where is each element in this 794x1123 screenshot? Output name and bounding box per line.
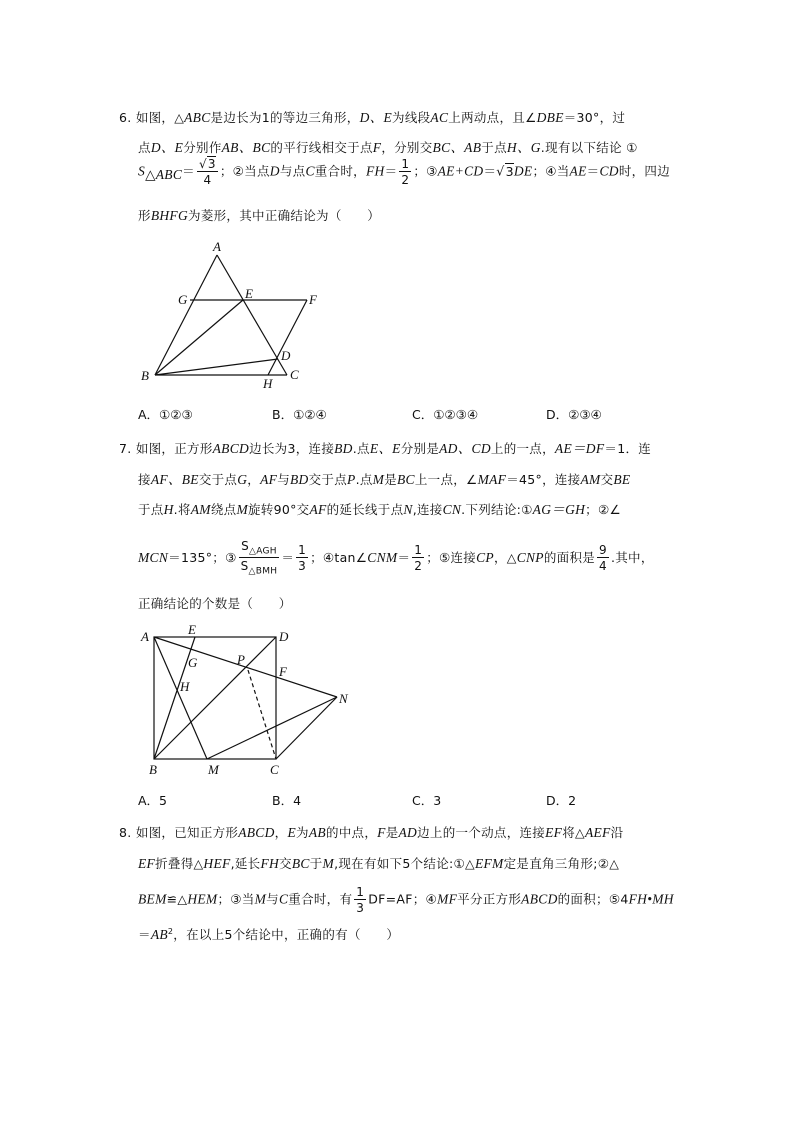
q7-line-4: [138, 540, 654, 577]
q6-text: 上两动点，且∠: [448, 110, 537, 125]
q8-text: ＝: [138, 927, 151, 942]
q7-text: 的延长线于点: [326, 502, 404, 517]
q6-text: 重合时，: [314, 163, 366, 179]
q7-segment: [154, 637, 207, 759]
q7-text: 交: [600, 472, 614, 487]
q8-text: 重合时，有: [288, 891, 353, 907]
q8-text: 1: [356, 885, 365, 899]
q7-text: 绕点: [210, 502, 237, 517]
q6-text: 与点: [279, 163, 306, 179]
q7-text: S: [241, 539, 249, 553]
q8-line-4: [138, 925, 399, 943]
q7-text: 边长为3，连接: [249, 441, 335, 456]
q8-text: EF: [545, 825, 563, 840]
q6-text: 4: [203, 173, 212, 187]
q7-text: .将: [173, 502, 191, 517]
q7-option-c[interactable]: C．3: [412, 793, 442, 808]
q7-label: P: [237, 652, 245, 667]
q6-label: E: [245, 286, 253, 301]
q6-text: 2: [401, 173, 410, 187]
q6-text: H、G: [506, 140, 541, 155]
q6-segment: [268, 300, 307, 375]
q7-segment: [207, 697, 337, 759]
q6-text: 的平行线相交于点: [270, 140, 373, 155]
q8-line-1: [119, 823, 623, 841]
q6-text: ；③: [413, 163, 438, 179]
q6-text: 形: [138, 208, 151, 223]
q8-text: ,延长: [230, 856, 261, 871]
q7-fraction-nine-quarters: [597, 544, 609, 572]
q7-text: 分别是: [400, 441, 440, 456]
q6-text: AC: [430, 110, 449, 125]
q6-text: C: [305, 163, 315, 179]
q8-text: AB: [308, 825, 326, 840]
q7-text: ＝45°，连接: [506, 472, 581, 487]
q7-text: ,连接: [412, 502, 443, 517]
q7-label: C: [270, 762, 279, 777]
q7-text: CN: [442, 502, 462, 517]
q7-text: BD: [290, 472, 309, 487]
q7-line-1: [119, 437, 651, 457]
q6-text: 3: [207, 157, 216, 171]
q6-label: A: [213, 239, 221, 254]
q8-text: FH: [260, 856, 280, 871]
q7-label: E: [188, 622, 196, 637]
q8-text: 交: [279, 856, 292, 871]
q6-text: ＝: [384, 163, 398, 179]
q6-option-c[interactable]: C．①②③④: [412, 407, 479, 422]
q6-text: ABC: [184, 110, 211, 125]
q6-text: 3: [505, 163, 514, 179]
q7-text: ；⑤连接: [426, 549, 477, 565]
q7-text: .点: [355, 472, 373, 487]
q8-text: BC: [291, 856, 310, 871]
q7-text: ＝: [397, 549, 411, 565]
q6-segment: [217, 255, 287, 375]
q6-text: 1: [401, 157, 410, 171]
q7-text: ；②∠: [585, 502, 621, 517]
q7-text: △AGH: [248, 546, 277, 557]
q6-label: F: [309, 292, 317, 307]
q6-text: AE+CD: [437, 163, 484, 179]
q8-text: 折叠得△: [155, 856, 204, 871]
q6-line-4: [138, 206, 380, 224]
q7-text: E、E: [369, 441, 401, 456]
q6-text: F: [372, 140, 382, 155]
q7-text: CNM: [367, 549, 398, 565]
q8-text: 与: [266, 891, 279, 907]
q7-text: .其中，: [610, 549, 654, 565]
q8-text: 将△: [562, 825, 585, 840]
q6-text: S: [138, 163, 146, 179]
q6-text: D: [269, 163, 280, 179]
q6-number: 6.: [119, 110, 132, 125]
q7-text: 正确结论的个数是（ ）: [138, 596, 292, 611]
q8-text: 定是直角三角形;②△: [503, 856, 620, 871]
q8-text: 沿: [610, 825, 624, 840]
q7-text: 与: [277, 472, 290, 487]
q7-text: ＝: [281, 549, 295, 565]
q8-text: 边上的一个动点，连接: [417, 825, 546, 840]
q7-text: AF、BE: [150, 472, 199, 487]
q7-text: BD: [334, 441, 353, 456]
q8-text: 是: [385, 825, 399, 840]
q7-text: 接: [138, 472, 151, 487]
q8-text: BEM: [138, 891, 167, 907]
q7-label: G: [188, 655, 198, 670]
q6-line-3: $S_{\triangle ABC}=$ $\frac{√3}{4}$ ；②当点D与点C重合时，FH＝ $\frac{1}{2}$ ；③AE+CD＝√3DE；④当AE＝CD时，四边: [138, 157, 671, 187]
q7-text: P: [347, 472, 356, 487]
q7-label: A: [141, 629, 149, 644]
q7-line-2: [138, 468, 630, 488]
q8-text: AEF: [584, 825, 611, 840]
q6-text: .现有以下结论 ①: [540, 140, 638, 155]
q6-text: ＝: [182, 163, 195, 179]
q7-text: CNP: [516, 549, 544, 565]
q6-line-2: [138, 136, 638, 156]
q8-text: DF=AF；④: [368, 891, 438, 907]
q6-text: D、E: [359, 110, 393, 125]
q7-text: .点: [352, 441, 370, 456]
q6-text: 分别作: [183, 140, 222, 155]
q7-fraction-area-ratio: [239, 540, 280, 577]
q8-text: EFM: [474, 856, 504, 871]
q7-text: MAF: [477, 472, 507, 487]
q8-line-3: [138, 886, 674, 914]
q6-text: ＝: [586, 163, 600, 179]
q6-option-a[interactable]: A．①②③: [138, 407, 193, 422]
q8-text: 为: [296, 825, 309, 840]
q7-text: 是: [384, 472, 397, 487]
q6-fraction-sqrt3-over-4: $\frac{√3}{4}$: [198, 157, 216, 187]
q8-text: M: [254, 891, 267, 907]
q6-option-d[interactable]: D．②③④: [546, 407, 602, 422]
q6-text: ＝30°，过: [563, 110, 626, 125]
q6-text: 点: [138, 140, 151, 155]
q7-text: 上的一点，: [490, 441, 555, 456]
q6-label: B: [141, 368, 149, 383]
q6-text: AE: [569, 163, 587, 179]
q7-text: 1: [298, 543, 307, 558]
q7-label: H: [180, 679, 190, 694]
q8-text: 如图，已知正方形: [135, 825, 239, 840]
q7-segment: [248, 670, 276, 759]
q6-text: CD: [599, 163, 619, 179]
q8-text: EF: [138, 856, 156, 871]
q7-text: 交于点: [198, 472, 238, 487]
q8-text: AB: [150, 927, 168, 942]
q7-text: △BMH: [248, 566, 278, 577]
q8-text: ,现在有如下5个结论:①△: [334, 856, 475, 871]
q7-text: 上一点，∠: [414, 472, 478, 487]
q6-line-1: [119, 106, 625, 126]
q7-text: 旋转90°交: [248, 502, 310, 517]
q7-figure-square: [135, 620, 365, 780]
q6-text: AB、BC: [221, 140, 271, 155]
q7-text: 2: [414, 559, 423, 574]
q8-text: ，在以上5个结论中，正确的有（ ）: [173, 927, 400, 942]
q8-text: F: [377, 825, 386, 840]
q6-text: DE: [513, 163, 533, 179]
q7-option-a[interactable]: A．5: [138, 793, 168, 808]
q7-option-d[interactable]: D．2: [546, 793, 577, 808]
q6-figure-triangle: [135, 236, 355, 396]
q8-text: 的中点，: [325, 825, 378, 840]
q8-text: E: [287, 825, 297, 840]
q7-text: G: [237, 472, 248, 487]
q7-text: 如图，正方形: [135, 441, 213, 456]
q8-text: ABCD: [521, 891, 558, 907]
q7-text: AE＝DF: [554, 441, 605, 456]
q7-text: BE: [613, 472, 631, 487]
q6-segment: [155, 255, 217, 375]
q7-text: .下列结论:①: [461, 502, 533, 517]
q6-text: 是边长为1的等边三角形，: [210, 110, 360, 125]
q8-text: HEF: [203, 856, 231, 871]
q8-number: 8.: [119, 825, 132, 840]
q8-text: 3: [356, 901, 365, 915]
q7-text: M: [236, 502, 248, 517]
q8-text: ，: [274, 825, 288, 840]
q7-text: H: [163, 502, 174, 517]
q6-text: BHFG: [150, 208, 189, 223]
q8-text: FH•MH: [628, 891, 674, 907]
q7-text: ，: [247, 472, 261, 487]
q6-option-b[interactable]: B．①②④: [272, 407, 327, 422]
q7-text: MCN: [138, 549, 169, 565]
q6-text: 时，四边: [618, 163, 671, 179]
q6-segment: [155, 359, 278, 375]
q7-line-3: [138, 498, 621, 518]
q7-text: ；④tan∠: [310, 549, 368, 565]
q6-text: △ABC: [145, 167, 183, 182]
q7-fraction-half: [412, 544, 424, 572]
q8-text: AD: [398, 825, 418, 840]
q6-segment: [155, 300, 243, 375]
q6-label: H: [263, 376, 273, 391]
q6-text: 为线段: [392, 110, 431, 125]
q8-text: M: [322, 856, 335, 871]
q7-number: 7.: [119, 441, 132, 456]
q7-text: AF: [309, 502, 327, 517]
q8-text: 的面积；⑤4: [557, 891, 629, 907]
q7-text: 交于点: [308, 472, 348, 487]
q7-fraction-third: [296, 544, 308, 572]
q7-text: AG＝GH: [532, 502, 586, 517]
q7-segment: [154, 637, 276, 759]
q6-fraction-half: [399, 158, 411, 186]
q7-label: F: [279, 664, 287, 679]
q7-text: M: [372, 472, 385, 487]
q7-text: N: [403, 502, 413, 517]
q6-label: D: [281, 348, 291, 363]
q6-label: C: [290, 367, 299, 382]
q7-text: 1: [414, 543, 423, 558]
q8-text: C: [278, 891, 289, 907]
q7-text: S: [240, 559, 249, 574]
q7-text: BC: [397, 472, 415, 487]
q7-text: AD、CD: [439, 441, 491, 456]
q7-text: AM: [190, 502, 211, 517]
q7-segment: [276, 697, 337, 759]
q6-text: 为菱形，其中正确结论为（ ）: [188, 208, 381, 223]
q6-text: D、E: [150, 140, 184, 155]
q7-text: 9: [599, 543, 607, 558]
q7-text: AM: [580, 472, 601, 487]
q6-text: ，分别交: [381, 140, 433, 155]
q8-text: HEM: [187, 891, 218, 907]
q7-text: ＝135°；③: [168, 549, 237, 565]
q6-text: ；②当点: [219, 163, 270, 179]
q7-text: ，△: [493, 549, 517, 565]
q7-label: N: [339, 691, 348, 706]
q8-line-2: [138, 854, 619, 872]
q6-text: 如图，: [135, 110, 175, 125]
q6-text: △: [174, 110, 185, 125]
q6-label: G: [178, 292, 188, 307]
q6-text: BC、AB: [432, 140, 482, 155]
q7-text: ABCD: [212, 441, 250, 456]
q6-text: ＝: [483, 163, 497, 179]
q8-text: ；③当: [217, 891, 255, 907]
q7-line-5: [138, 594, 292, 612]
q7-text: ＝1．连: [604, 441, 652, 456]
q7-text: 4: [599, 559, 607, 574]
q8-text: 2: [167, 926, 174, 936]
q6-text: FH: [365, 163, 385, 179]
q7-label: D: [279, 629, 289, 644]
q7-text: 的面积是: [543, 549, 596, 565]
q7-text: CP: [476, 549, 494, 565]
q8-text: MF: [437, 891, 458, 907]
q7-label: M: [208, 762, 219, 777]
q8-fraction-third: [354, 886, 366, 914]
q7-text: 于点: [138, 502, 164, 517]
q8-text: 平分正方形: [457, 891, 522, 907]
q8-text: ≌△: [166, 891, 188, 907]
q6-text: DBE: [536, 110, 564, 125]
q7-label: B: [149, 762, 157, 777]
q6-text: 于点: [481, 140, 507, 155]
q7-text: 3: [298, 559, 307, 574]
q7-text: AF: [260, 472, 278, 487]
q6-text: ；④当: [532, 163, 570, 179]
q7-option-b[interactable]: B．4: [272, 793, 302, 808]
q8-text: ABCD: [238, 825, 275, 840]
q8-text: 于: [309, 856, 323, 871]
